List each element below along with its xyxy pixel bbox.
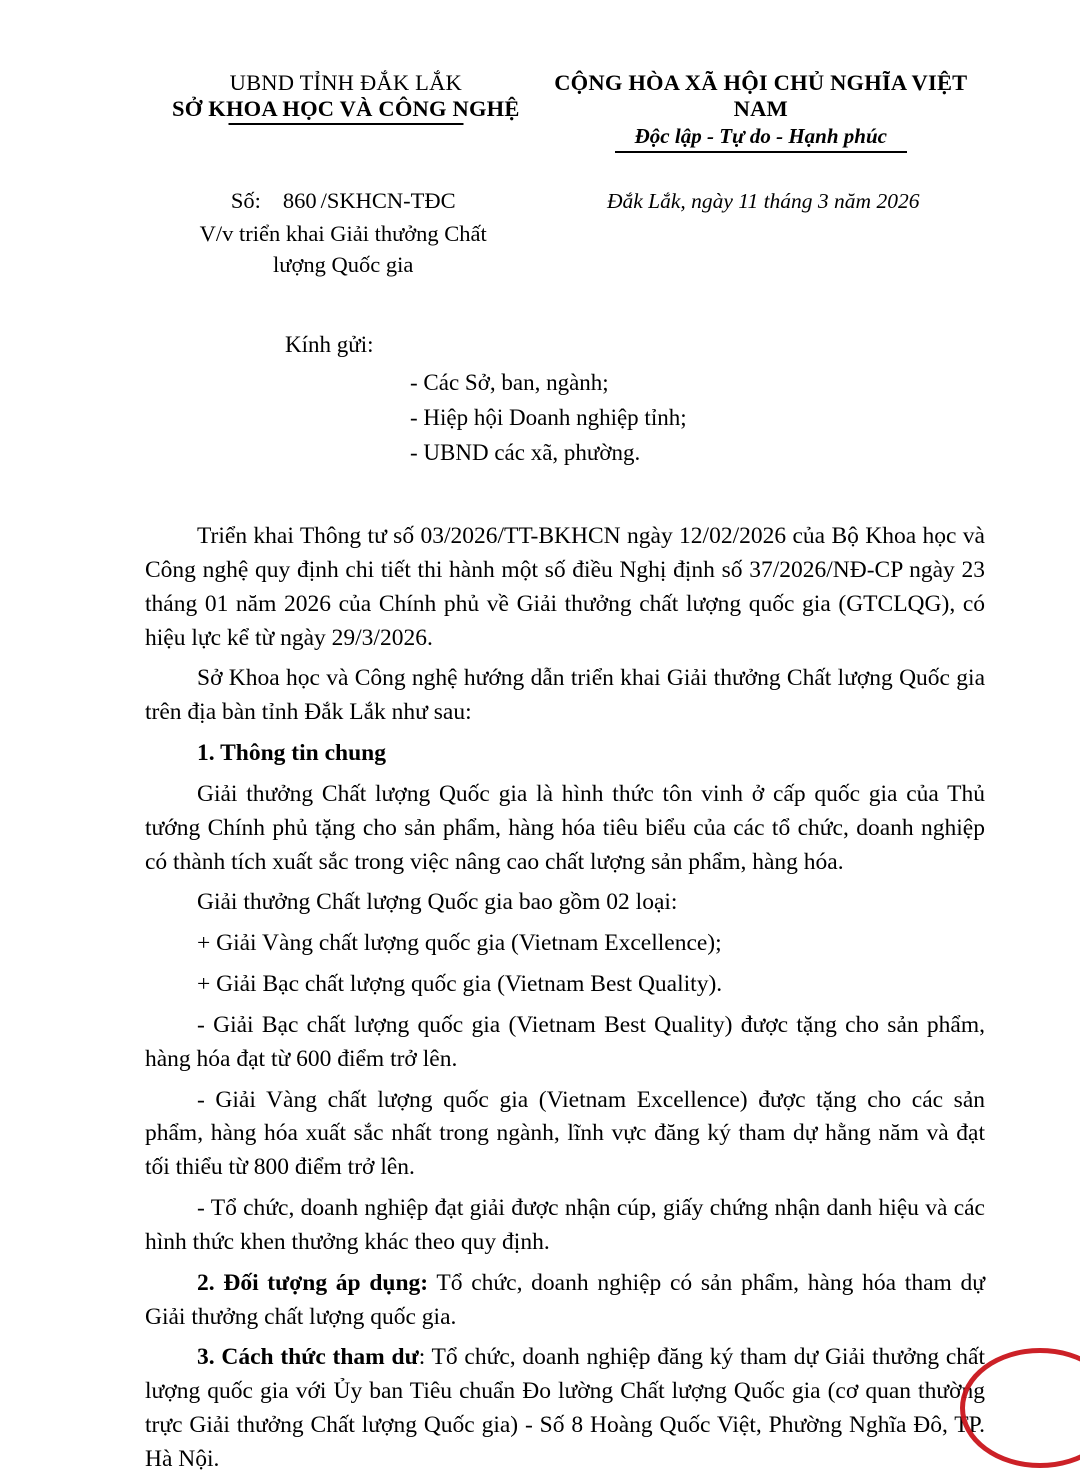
national-motto-text: Độc lập - Tự do - Hạnh phúc (634, 124, 887, 148)
header-divider-right (615, 151, 907, 153)
paragraph-applicable-subjects (145, 1267, 985, 1335)
province-name: UBND TỈNH ĐẮK LẮK (229, 70, 462, 95)
country-name: CỘNG HÒA XÃ HỘI CHỦ NGHĨA VIỆT NAM (554, 70, 968, 121)
paragraph-gold-award-criteria: - Giải Vàng chất lượng quốc gia (Vietnam Excellence) được tặng cho các sản phẩm, hàng hóa xuất sắc nhất trong ngành, lĩnh vực đăng ký tham dự hằng năm và đạt tối thiểu từ 800 điểm trở lên. (145, 1086, 985, 1181)
document-number (145, 185, 541, 216)
list-item: - Hiệp hội Doanh nghiệp tỉnh; (410, 405, 687, 431)
place-and-date: Đắk Lắk, ngày 11 tháng 3 năm 2026 (606, 189, 920, 213)
document-meta (145, 185, 985, 280)
document-number-suffix: /SKHCN-TĐC (320, 188, 456, 213)
document-number-and-subject (145, 185, 541, 280)
list-item: - UBND các xã, phường. (410, 440, 641, 466)
document-subject-line-1: V/v triển khai Giải thưởng Chất (199, 221, 487, 247)
paragraph-gold-award-item: + Giải Vàng chất lượng quốc gia (Vietnam Excellence); (197, 930, 722, 957)
paragraph-award-benefits: - Tổ chức, doanh nghiệp đạt giải được nhận cúp, giấy chứng nhận danh hiệu và các hình thức khen thưởng khác theo quy định. (145, 1195, 985, 1255)
heading-general-information: 1. Thông tin chung (197, 740, 386, 767)
document-subject-line-2: lượng Quốc gia (273, 252, 414, 278)
document-body (145, 520, 985, 1477)
recipients-list (285, 370, 985, 466)
heading-participation-method: 3. Cách thức tham dư (197, 1344, 419, 1371)
text-participation-method: : Tổ chức, doanh nghiệp đăng ký tham dự Giải thưởng chất lượng quốc gia với Ủy ban Tiêu chuẩn Đo lường Chất lượng Quốc gia (cơ quan thường trực Giải thưởng Chất lượng Quốc gia) - Số 8 Hoàng Quốc Việt, Phường Nghĩa Đô, TP. Hà Nội. (145, 1344, 985, 1472)
heading-applicable-subjects: 2. Đối tượng áp dụng: (197, 1269, 429, 1296)
paragraph-silver-award-item: + Giải Bạc chất lượng quốc gia (Vietnam Best Quality). (197, 971, 723, 998)
list-item: - Các Sở, ban, ngành; (410, 370, 609, 396)
document-number-label: Số: (230, 188, 261, 213)
document-header (145, 70, 985, 153)
header-divider-left (228, 123, 463, 125)
text-applicable-subjects: Tổ chức, doanh nghiệp có sản phẩm, hàng hóa tham dự Giải thưởng chất lượng quốc gia. (145, 1269, 985, 1330)
paragraph-award-definition: Giải thưởng Chất lượng Quốc gia là hình thức tôn vinh ở cấp quốc gia của Thủ tướng Chính phủ tặng cho sản phẩm, hàng hóa tiêu biểu của các tổ chức, doanh nghiệp có thành tích xuất sắc trong việc nâng cao chất lượng sản phẩm, hàng hóa. (145, 780, 985, 875)
issuing-authority-block (145, 70, 537, 125)
paragraph-guidance: Sở Khoa học và Công nghệ hướng dẫn triển khai Giải thưởng Chất lượng Quốc gia trên địa bàn tỉnh Đắk Lắk như sau: (145, 665, 985, 726)
paragraph-silver-award-criteria: - Giải Bạc chất lượng quốc gia (Vietnam Best Quality) được tặng cho sản phẩm, hàng hóa đạt từ 600 điểm trở lên. (145, 1011, 985, 1072)
paragraph-award-types: Giải thưởng Chất lượng Quốc gia bao gồm 02 loại: (197, 889, 678, 916)
paragraph-intro: Triển khai Thông tư số 03/2026/TT-BKHCN ngày 12/02/2026 của Bộ Khoa học và Công nghệ quy định chi tiết thi hành một số điều Nghị định số 37/2026/NĐ-CP ngày 23 tháng 01 năm 2026 của Chính phủ về Giải thưởng chất lượng quốc gia (GTCLQG), có hiệu lực kể từ ngày 29/3/2026. (145, 523, 985, 651)
department-name-text: SỞ KHOA HỌC VÀ CÔNG NGHỆ (172, 96, 520, 121)
recipients-block (145, 332, 985, 466)
national-heading-block (537, 70, 985, 153)
document-number-value: 860 (282, 188, 317, 213)
national-motto (635, 124, 887, 153)
paragraph-participation-method (145, 1341, 985, 1476)
salutation: Kính gửi: (285, 332, 374, 358)
department-name (172, 96, 520, 125)
